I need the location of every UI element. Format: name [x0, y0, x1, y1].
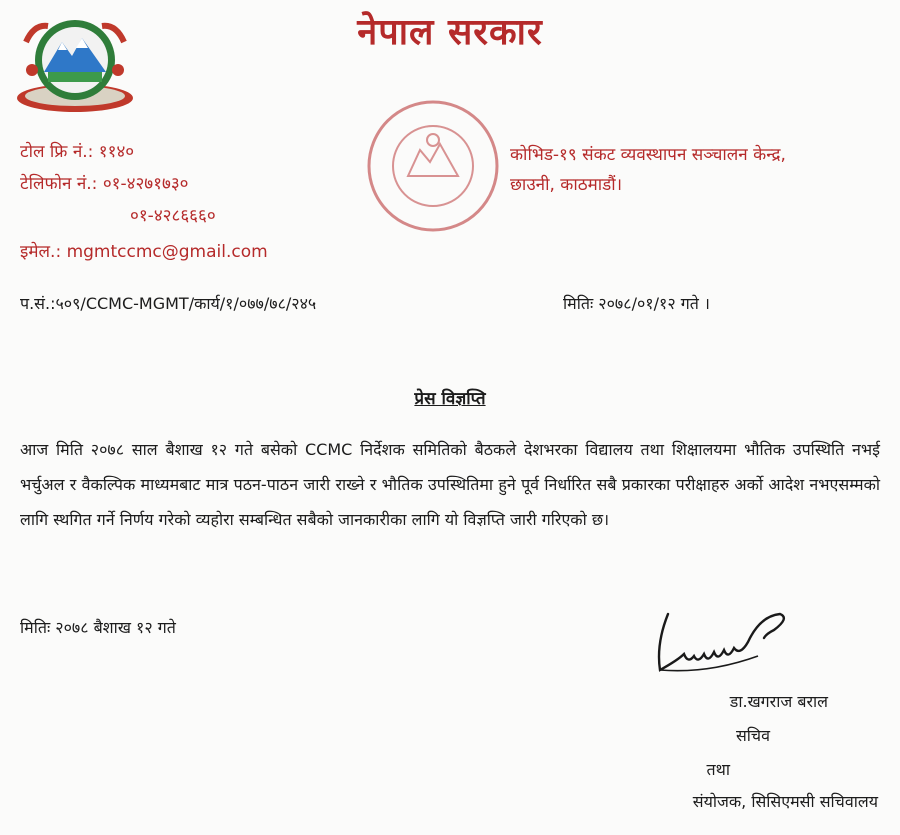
email-line — [20, 240, 268, 264]
office-name-line1: कोभिड-१९ संकट व्यवस्थापन सञ्चालन केन्द्र, — [510, 145, 786, 165]
office-name-line2: छाउनी, काठमाडौं। — [510, 175, 623, 195]
toll-free-number: टोल फ्रि नं.: ११४० — [20, 142, 135, 162]
reference-date: मितिः २०७८/०१/१२ गते । — [563, 294, 710, 313]
signature-icon — [648, 604, 798, 684]
page-title: नेपाल सरकार — [357, 12, 543, 53]
reference-number: प.सं.:५०९/CCMC-MGMT/कार्य/१/०७७/७८/२४५ — [20, 294, 317, 313]
signatory-conjunction: तथा — [706, 760, 730, 779]
press-release-body: आज मिति २०७८ साल बैशाख १२ गते बसेको CCMC निर्देशक समितिको बैठकले देशभरका विद्यालय तथा शिक्षालयमा भौतिक उपस्थिति नभई भर्चुअल र वैकल्पिक माध्यमबाट मात्र पठन-पाठन जारी राख्ने र भौतिक उपस्थितिमा हुने पूर्व निर्धारित सबै प्रकारका परीक्षाहरु अर्को आदेश नभएसम्मको लागि स्थगित गर्ने निर्णय गरेको व्यहोरा सम्बन्धित सबैको जानकारीका लागि यो विज्ञप्ति जारी गरिएको छ। — [20, 440, 880, 529]
issue-date: मितिः २०७८ बैशाख १२ गते — [20, 618, 176, 637]
phone-number-1: टेलिफोन नं.: ०१-४२७१७३० — [20, 174, 189, 194]
signatory-role: संयोजक, सिसिएमसी सचिवालय — [692, 792, 878, 811]
press-release-title: प्रेस विज्ञप्ति — [414, 389, 486, 409]
email-address: mgmtccmc@gmail.com — [66, 242, 268, 262]
ccmc-office-stamp-icon — [358, 92, 508, 240]
phone-number-2: ०१-४२८६६६० — [130, 206, 216, 226]
office-name — [510, 140, 786, 200]
email-label: इमेल.: — [20, 242, 62, 262]
signatory-title: सचिव — [735, 726, 770, 745]
signatory-name: डा.खगराज बराल — [729, 692, 828, 711]
